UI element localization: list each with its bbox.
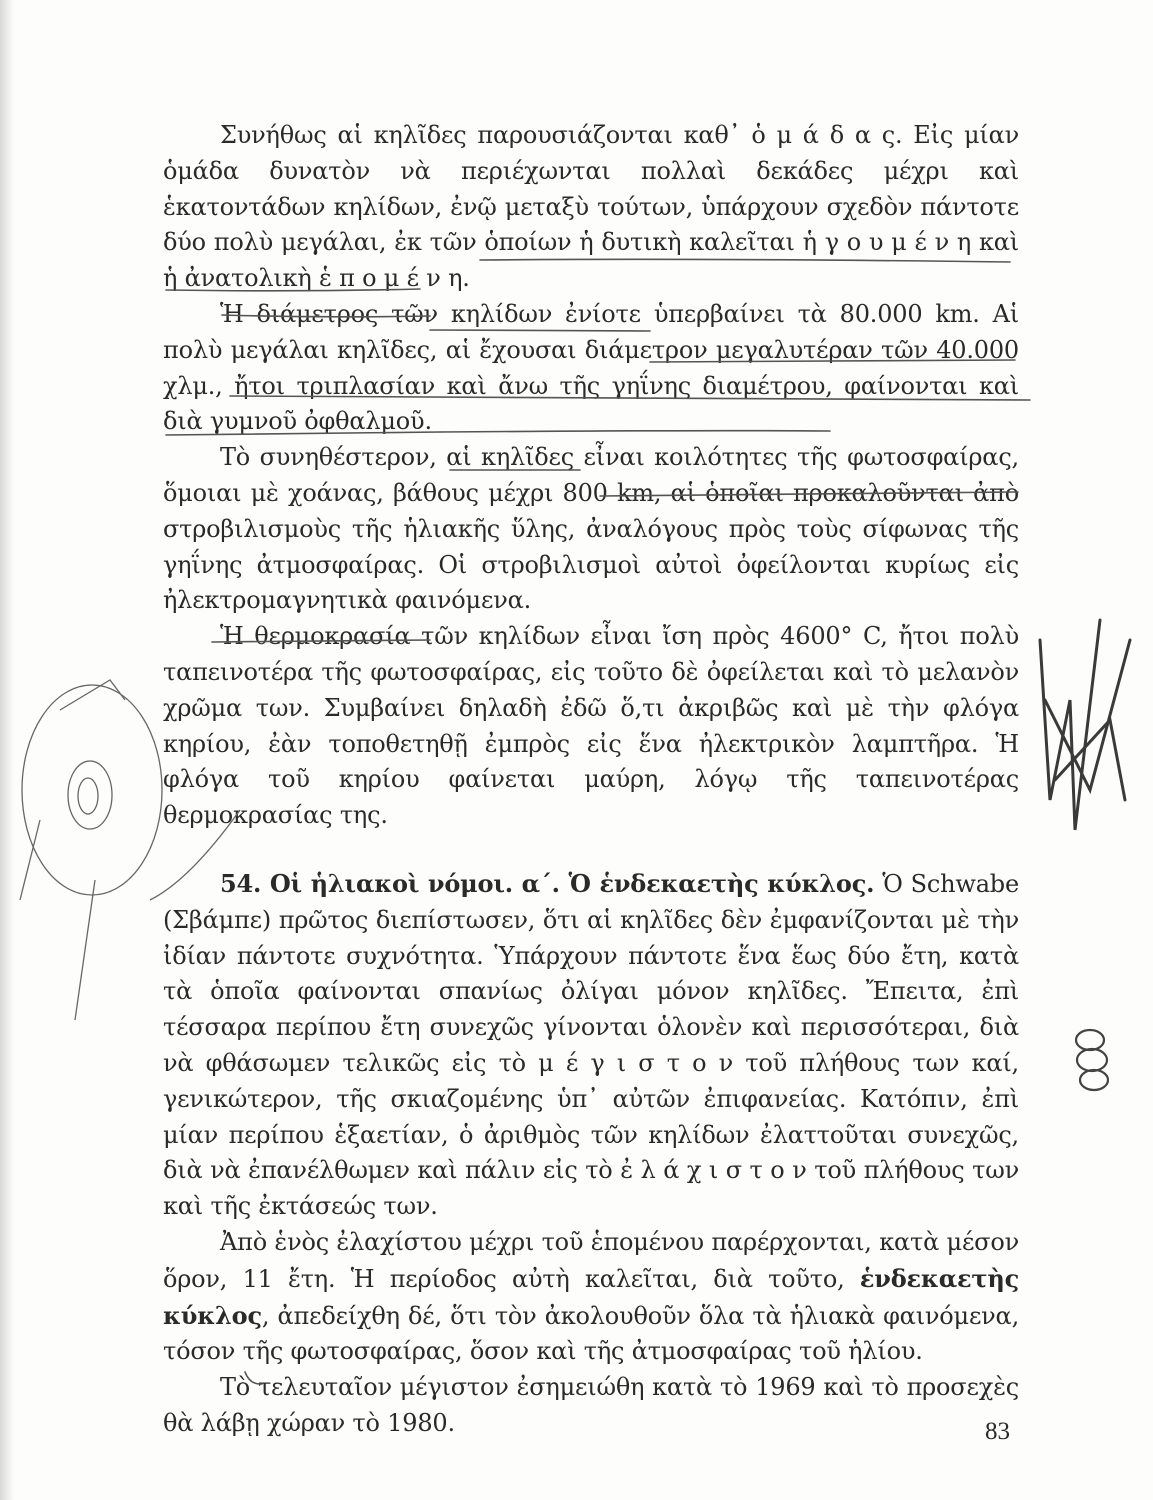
paragraph-sunspot-diameter: Ἡ διάμετρος τῶν κηλίδων ἐνίοτε ὑπερβαίνει τὰ 80.000 km. Αἱ πολὺ μεγάλαι κηλῖδες, αἱ ἔχουσαι διάμετρον μεγαλυτέραν τῶν 40.000 χλμ., ἤτοι τριπλασίαν καὶ ἄνω τῆς γηΐνης διαμέτρου, φαίνονται καὶ διὰ γυμνοῦ ὀφθαλμοῦ.	[163, 299, 1019, 436]
cycle-term: ἑνδεκαετὴς κύκλος	[163, 1263, 1019, 1330]
cycle-text-post: , ἀπεδείχθη δέ, ὅτι τὸν ἀκολουθοῦν ὅλα τὰ ἡλιακὰ φαινόμενα, τόσον τῆς φωτοσφαίρας, ὅσον καὶ τῆς ἀτμοσφαίρας τοῦ ἡλίου.	[163, 1301, 1019, 1366]
section-54	[163, 866, 1019, 1225]
page-body	[163, 118, 1019, 1442]
sketch-line	[75, 880, 95, 1020]
paragraph-sunspot-cavities: Τὸ συνηθέστερον, αἱ κηλῖδες εἶναι κοιλότητες τῆς φωτοσφαίρας, ὅμοιαι μὲ χοάνας, βάθους μέχρι 800 km, αἱ ὁποῖαι προκαλοῦνται ἀπὸ στροβιλισμοὺς τῆς ἡλιακῆς ὕλης, ἀναλόγους πρὸς τοὺς σίφωνας τῆς γηΐνης ἀτμοσφαίρας. Οἱ στροβιλισμοὶ αὐτοὶ ὀφείλονται κυρίως εἰς ἠλεκτρομαγνητικὰ φαινόμενα.	[163, 443, 1019, 615]
section-body: Ὁ Schwabe (Σβάμπε) πρῶτος διεπίστωσεν, ὅτι αἱ κηλῖδες δὲν ἐμφανίζονται μὲ τὴν ἰδίαν πάντοτε συχνότητα. Ὑπάρχουν πάντοτε ἕνα ἕως δύο ἔτη, κατὰ τὰ ὁποῖα φαίνονται σπανίως ὀλίγαι μόνον κηλῖδες. Ἔπειτα, ἐπὶ τέσσαρα περίπου ἔτη συνεχῶς γίνονται ὁλονὲν καὶ περισσότεραι, διὰ νὰ φθάσωμεν τελικῶς εἰς τὸ μ έ γ ι σ τ ο ν τοῦ πλήθους των καί, γενικώτερον, τῆς σκιαζομένης ὑπ᾽ αὐτῶν ἐπιφανείας. Κατόπιν, ἐπὶ μίαν περίπου ἑξαετίαν, ὁ ἀριθμὸς τῶν κηλίδων ἐλαττοῦται συνεχῶς, διὰ νὰ ἐπανέλθωμεν καὶ πάλιν εἰς τὸ ἐ λ ά χ ι σ τ ο ν τοῦ πλήθους των καὶ τῆς ἐκτάσεώς των.	[163, 869, 1019, 1221]
paragraph-sunspot-temperature: Ἡ θερμοκρασία τῶν κηλίδων εἶναι ἴση πρὸς 4600° C, ἤτοι πολὺ ταπεινοτέρα τῆς φωτοσφαίρας, εἰς τοῦτο δὲ ὀφείλεται καὶ τὸ μελανὸν χρῶμα των. Συμβαίνει δηλαδὴ ἐδῶ ὅ,τι ἀκριβῶς καὶ μὲ τὴν φλόγα κηρίου, ἐὰν τοποθετηθῇ ἐμπρὸς εἰς ἕνα ἠλεκτρικὸν λαμπτῆρα. Ἡ φλόγα τοῦ κηρίου φαίνεται μαύρη, λόγῳ τῆς ταπεινοτέρας θερμοκρασίας της.	[163, 622, 1019, 830]
sketch-inner-circle	[68, 761, 112, 829]
section-heading: 54. Οἱ ἡλιακοὶ νόμοι. α΄. Ὁ ἑνδεκαετὴς κύκλος.	[220, 868, 875, 898]
paragraph-eleven-year-cycle	[163, 1225, 1019, 1370]
sketch-core	[78, 778, 98, 814]
margin-scribble-right	[1040, 620, 1130, 830]
cycle-text-pre: Ἀπὸ ἑνὸς ἐλαχίστου μέχρι τοῦ ἑπομένου παρέρχονται, κατὰ μέσον ὅρον, 11 ἔτη. Ἡ περίοδος αὐτὴ καλεῖται, διὰ τοῦτο,	[163, 1227, 1019, 1293]
paragraph-sunspot-groups: Συνήθως αἱ κηλῖδες παρουσιάζονται καθ᾽ ὁ μ ά δ α ς. Εἰς μίαν ὁμάδα δυνατὸν νὰ περιέχωνται πολλαὶ δεκάδες μέχρι καὶ ἑκατοντάδων κηλίδων, ἐνῷ μεταξὺ τούτων, ὑπάρχουν σχεδὸν πάντοτε δύο πολὺ μεγάλαι, ἐκ τῶν ὁποίων ἡ δυτικὴ καλεῖται ἡ γ ο υ μ έ ν η καὶ ἡ ἀνατολικὴ ἑ π ο μ έ ν η.	[163, 121, 1019, 293]
sketch-line	[20, 820, 40, 900]
sketch-line	[60, 680, 125, 710]
page-number: 83	[985, 1418, 1010, 1445]
sketch-outer-circle	[22, 685, 162, 895]
margin-scribble-loops	[1076, 1030, 1108, 1090]
scan-edge-shadow	[0, 0, 14, 1500]
paragraph-last-maximum: Τὸ τελευταῖον μέγιστον ἐσημειώθη κατὰ τὸ 1969 καὶ τὸ προσεχὲς θὰ λάβῃ χώραν τὸ 1980.	[163, 1373, 1019, 1437]
